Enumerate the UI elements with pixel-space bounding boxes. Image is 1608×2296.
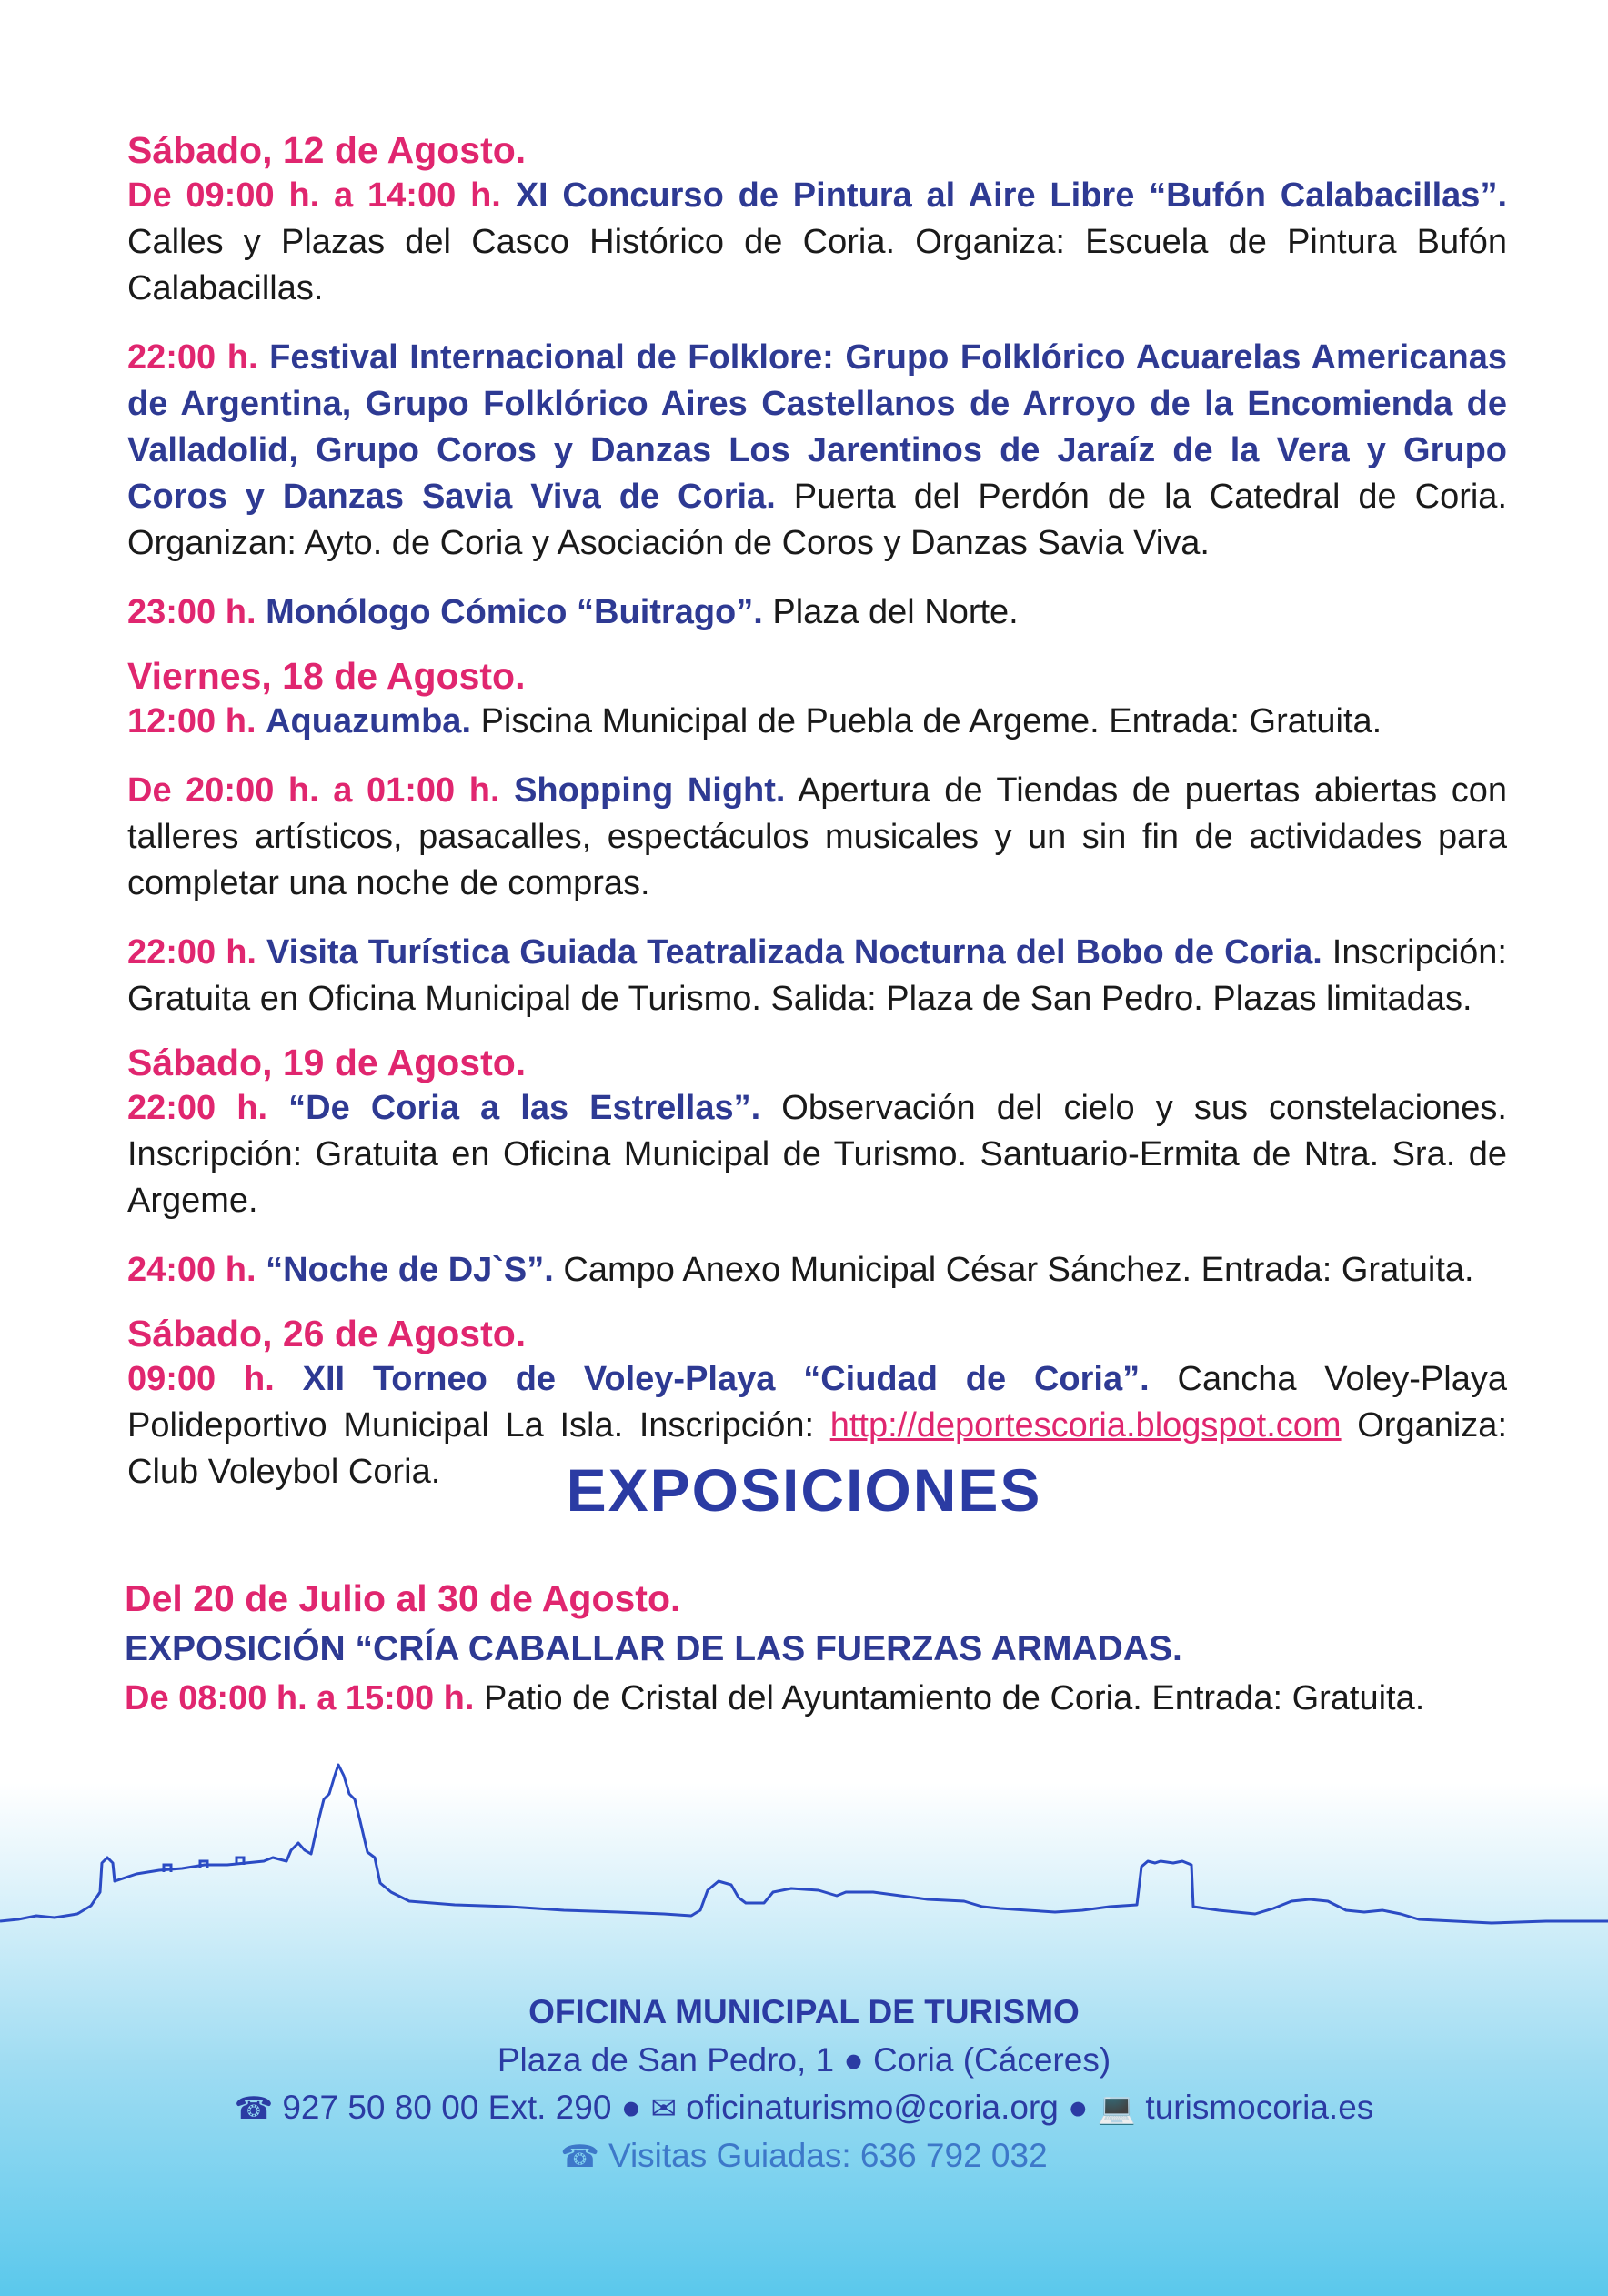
mail-icon: ✉	[650, 2091, 677, 2126]
event-time: 22:00 h.	[127, 933, 256, 972]
exhibition	[125, 1574, 1507, 1724]
registration-link[interactable]: http://deportescoria.blogspot.com	[829, 1406, 1342, 1445]
event-title: Shopping Night.	[514, 771, 786, 810]
computer-icon: 💻	[1097, 2091, 1137, 2126]
event-time: 09:00 h.	[127, 1360, 275, 1398]
event-title: Monólogo Cómico “Buitrago”.	[266, 593, 763, 631]
event	[127, 589, 1507, 636]
exhibition-title: EXPOSICIÓN “CRÍA CABALLAR DE LAS FUERZAS ARMADAS.	[125, 1629, 1182, 1668]
event	[127, 173, 1507, 312]
program-list	[127, 127, 1507, 1518]
event-text: Cancha Voley-Playa Polideportivo Municipal La Isla. Inscripción:	[127, 1360, 1507, 1445]
exhibition-time: De 08:00 h. a 15:00 h.	[125, 1679, 475, 1717]
contact-footer	[0, 1988, 1608, 2180]
event-title: XI Concurso de Pintura al Aire Libre “Bufón Calabacillas”.	[515, 176, 1507, 215]
event-text: Puerta del Perdón de la Catedral de Coria. Organizan: Ayto. de Coria y Asociación de Coros y Danzas Savia Viva.	[127, 478, 1507, 562]
event-text: Inscripción: Gratuita en Oficina Municipal de Turismo. Salida: Plaza de San Pedro. Plazas limitadas.	[127, 933, 1507, 1018]
day-heading: Sábado, 19 de Agosto.	[127, 1042, 527, 1083]
event-time: 22:00 h.	[127, 1089, 268, 1127]
office-address: Plaza de San Pedro, 1 ● Coria (Cáceres)	[497, 2041, 1111, 2079]
event-title: “Noche de DJ`S”.	[266, 1251, 554, 1289]
guided-tours-phone[interactable]: Visitas Guiadas: 636 792 032	[608, 2137, 1048, 2174]
day-heading: Sábado, 26 de Agosto.	[127, 1313, 527, 1354]
city-skyline-outline	[0, 1756, 1608, 1938]
event-title: Visita Turística Guiada Teatralizada Nocturna del Bobo de Coria.	[266, 933, 1322, 972]
event	[127, 1247, 1507, 1294]
day-heading: Sábado, 12 de Agosto.	[127, 129, 527, 171]
event-title: Festival Internacional de Folklore: Grupo Folklórico Acuarelas Americanas de Argentina, Grupo Folklórico Aires Castellanos de Arroyo de la Encomienda de Valladolid, Grupo Coros y Danzas Los Jarentinos de Jaraíz de la Vera y Grupo Coros y Danzas Savia Viva de Coria.	[127, 338, 1507, 516]
phone-number[interactable]: 927 50 80 00 Ext. 290 ●	[282, 2089, 642, 2126]
event-time: De 09:00 h. a 14:00 h.	[127, 176, 501, 215]
event	[127, 930, 1507, 1022]
website[interactable]: turismocoria.es	[1145, 2089, 1374, 2126]
event-time: 23:00 h.	[127, 593, 256, 631]
event	[127, 1085, 1507, 1224]
event-text: Observación del cielo y sus constelaciones. Inscripción: Gratuita en Oficina Municipal de Turismo. Santuario-Ermita de Ntra. Sra. de Argeme.	[127, 1089, 1507, 1220]
event-title: Aquazumba.	[266, 702, 471, 740]
phone-icon: ☎	[234, 2091, 274, 2126]
event-time: De 20:00 h. a 01:00 h.	[127, 771, 500, 810]
event-title: “De Coria a las Estrellas”.	[288, 1089, 761, 1127]
event-text: Campo Anexo Municipal César Sánchez. Entrada: Gratuita.	[563, 1251, 1474, 1289]
phone-icon: ☎	[560, 2140, 599, 2174]
exhibitions-heading: EXPOSICIONES	[566, 1456, 1042, 1524]
event-time: 12:00 h.	[127, 702, 256, 740]
event-time: 22:00 h.	[127, 338, 258, 377]
event	[127, 335, 1507, 567]
exhibition-info	[125, 1674, 1507, 1724]
event-text: Calles y Plazas del Casco Histórico de Coria. Organiza: Escuela de Pintura Bufón Calabacillas.	[127, 223, 1507, 307]
contact-line	[0, 2084, 1608, 2132]
event-text-after: Organiza: Club Voleybol Coria.	[127, 1406, 1507, 1491]
exhibition-text: Patio de Cristal del Ayuntamiento de Coria. Entrada: Gratuita.	[483, 1679, 1425, 1717]
event-text: Apertura de Tiendas de puertas abiertas con talleres artísticos, pasacalles, espectáculos musicales y un sin fin de actividades para completar una noche de compras.	[127, 771, 1507, 902]
exhibition-dates: Del 20 de Julio al 30 de Agosto.	[125, 1577, 681, 1619]
event-title: XII Torneo de Voley-Playa “Ciudad de Coria”.	[302, 1360, 1150, 1398]
email-address[interactable]: oficinaturismo@coria.org ●	[686, 2089, 1089, 2126]
event	[127, 768, 1507, 907]
day-heading: Viernes, 18 de Agosto.	[127, 655, 526, 697]
event-time: 24:00 h.	[127, 1251, 256, 1289]
event-text: Plaza del Norte.	[772, 593, 1019, 631]
event-text: Piscina Municipal de Puebla de Argeme. Entrada: Gratuita.	[480, 702, 1382, 740]
guided-tours-line	[0, 2132, 1608, 2180]
office-name: OFICINA MUNICIPAL DE TURISMO	[528, 1993, 1080, 2030]
event	[127, 699, 1507, 745]
